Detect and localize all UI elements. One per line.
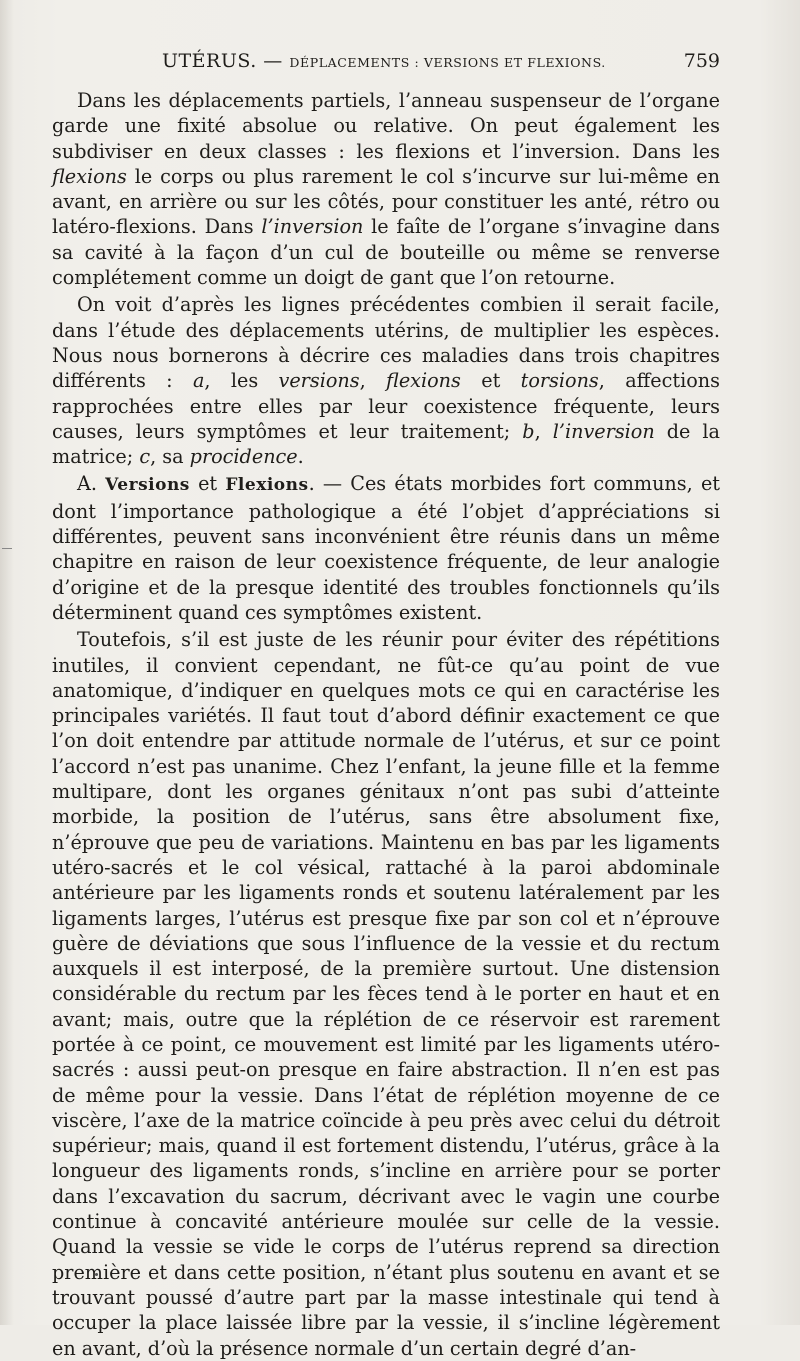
italic-term: flexions [52,164,127,188]
italic-term: a [192,369,205,393]
italic-term: b [522,419,535,443]
paragraph-3 [52,471,720,625]
running-title [162,50,606,72]
text-run: Dans les déplacements partiels, l’anneau suspenseur de l’organe garde une fixité absolue ou relative. On peut également les subdiviser en deux classes : les flexions et l’inversion. Dans les [52,89,720,163]
italic-term: versions [278,369,360,393]
text-run: , sa [150,445,190,469]
body-text [52,88,720,1361]
paragraph-1 [52,88,720,290]
margin-mark [2,548,12,549]
italic-term: l’inversion [552,419,655,443]
page-header [50,50,720,80]
italic-term: procidence [189,445,298,469]
text-run: On voit d’après les lignes précédentes combien il serait facile, dans l’étude des déplacements utérins, de multiplier les espèces. Nous nous bornerons à décrire ces maladies dans trois chapitres différents : [52,293,720,393]
text-run: , les [204,369,279,393]
running-title-main: UTÉRUS. — [162,50,290,72]
text-run: le faîte de l’organe s’invagine dans sa cavité à la façon d’un cul de bouteille ou même se renverse complétement comme un doigt de gant que l’on retourne. [52,215,720,290]
text-run: , affections rapprochées entre elles par leur coexistence fréquente, leurs causes, leurs symptômes et leur traitement; [52,369,720,443]
italic-term: c [139,445,151,469]
italic-term: torsions [520,369,599,393]
text-run: A. [77,472,106,496]
italic-term: flexions [386,369,461,393]
page-number: 759 [683,50,720,72]
text-run: , [359,369,387,393]
section-heading: Flexions [225,475,309,496]
running-title-sub: DÉPLACEMENTS : VERSIONS ET FLEXIONS. [289,55,606,70]
text-run: et [460,369,521,393]
text-run: Toutefois, s’il est juste de les réunir pour éviter des répétitions inutiles, il convient cependant, ne fût-ce qu’au point de vue anatomique, d’indiquer en quelques mots ce qui en caractérise les principales variétés. Il faut tout d’abord définir exactement ce que l’on doit entendre par attitude normale de l’utérus, et sur ce point l’accord n’est pas unanime. Chez l’enfant, la jeune fille et la femme multipare, dont les organes génitaux n’ont pas subi d’atteinte morbide, la position de l’utérus, sans être absolument fixe, n’éprouve que peu de variations. Maintenu en bas par les ligaments utéro-sacrés et le col vésical, rattaché à la paroi abdominale antérieure par les ligaments ronds et soutenu latéralement par les ligaments larges, l’utérus est presque fixe par son col et n’éprouve guère de déviations que sous l’influence de la vessie et du rectum auxquels il est interposé, de la première surtout. Une distension considérable du rectum par les fèces tend à le porter en haut et en avant; mais, outre que la réplétion de ce réservoir est rarement portée à ce point, ce mouvement est limité par les ligaments utéro-sacrés : aussi peut-on presque en faire abstraction. Il n’en est pas de même pour la vessie. Dans l’état de réplétion moyenne de ce viscère, l’axe de la matrice coïncide à peu près avec celui du détroit supérieur; mais, quand il est fortement distendu, l’utérus, grâce à la longueur des ligaments ronds, s’incline en arrière pour se porter dans l’excavation du sacrum, décrivant avec le vagin une courbe continue à concavité antérieure moulée sur celle de la vessie. Quand la vessie se vide le corps de l’utérus reprend sa direction première et dans cette position, n’étant plus soutenu en avant et se trouvant poussé d’autre part par la masse intestinale qui tend à occuper la place laissée libre par la vessie, il s’incline légèrement en avant, d’où la présence normale d’un certain degré d’an- [52,628,720,1360]
section-heading: Versions [105,475,190,496]
italic-term: l’inversion [261,215,364,239]
text-run: et [189,472,226,496]
text-run: , [534,419,553,443]
text-run: de la matrice; [52,419,720,469]
text-run: le corps ou plus rarement le col s’incurve sur lui-même en avant, en arrière ou sur les côtés, pour constituer les anté, rétro ou latéro-flexions. Dans [52,164,720,239]
paragraph-2 [52,292,720,469]
text-run: . — Ces états morbides fort communs, et dont l’importance pathologique a été l’objet d’appréciations si différentes, peuvent sans inconvénient être réunis dans un même chapitre en raison de leur coexistence fréquente, de leur analogie d’origine et de la presque identité des troubles fonctionnels qu’ils déterminent quand ces symptômes existent. [52,472,721,624]
paragraph-4 [52,627,720,1361]
text-run: . [297,445,304,469]
